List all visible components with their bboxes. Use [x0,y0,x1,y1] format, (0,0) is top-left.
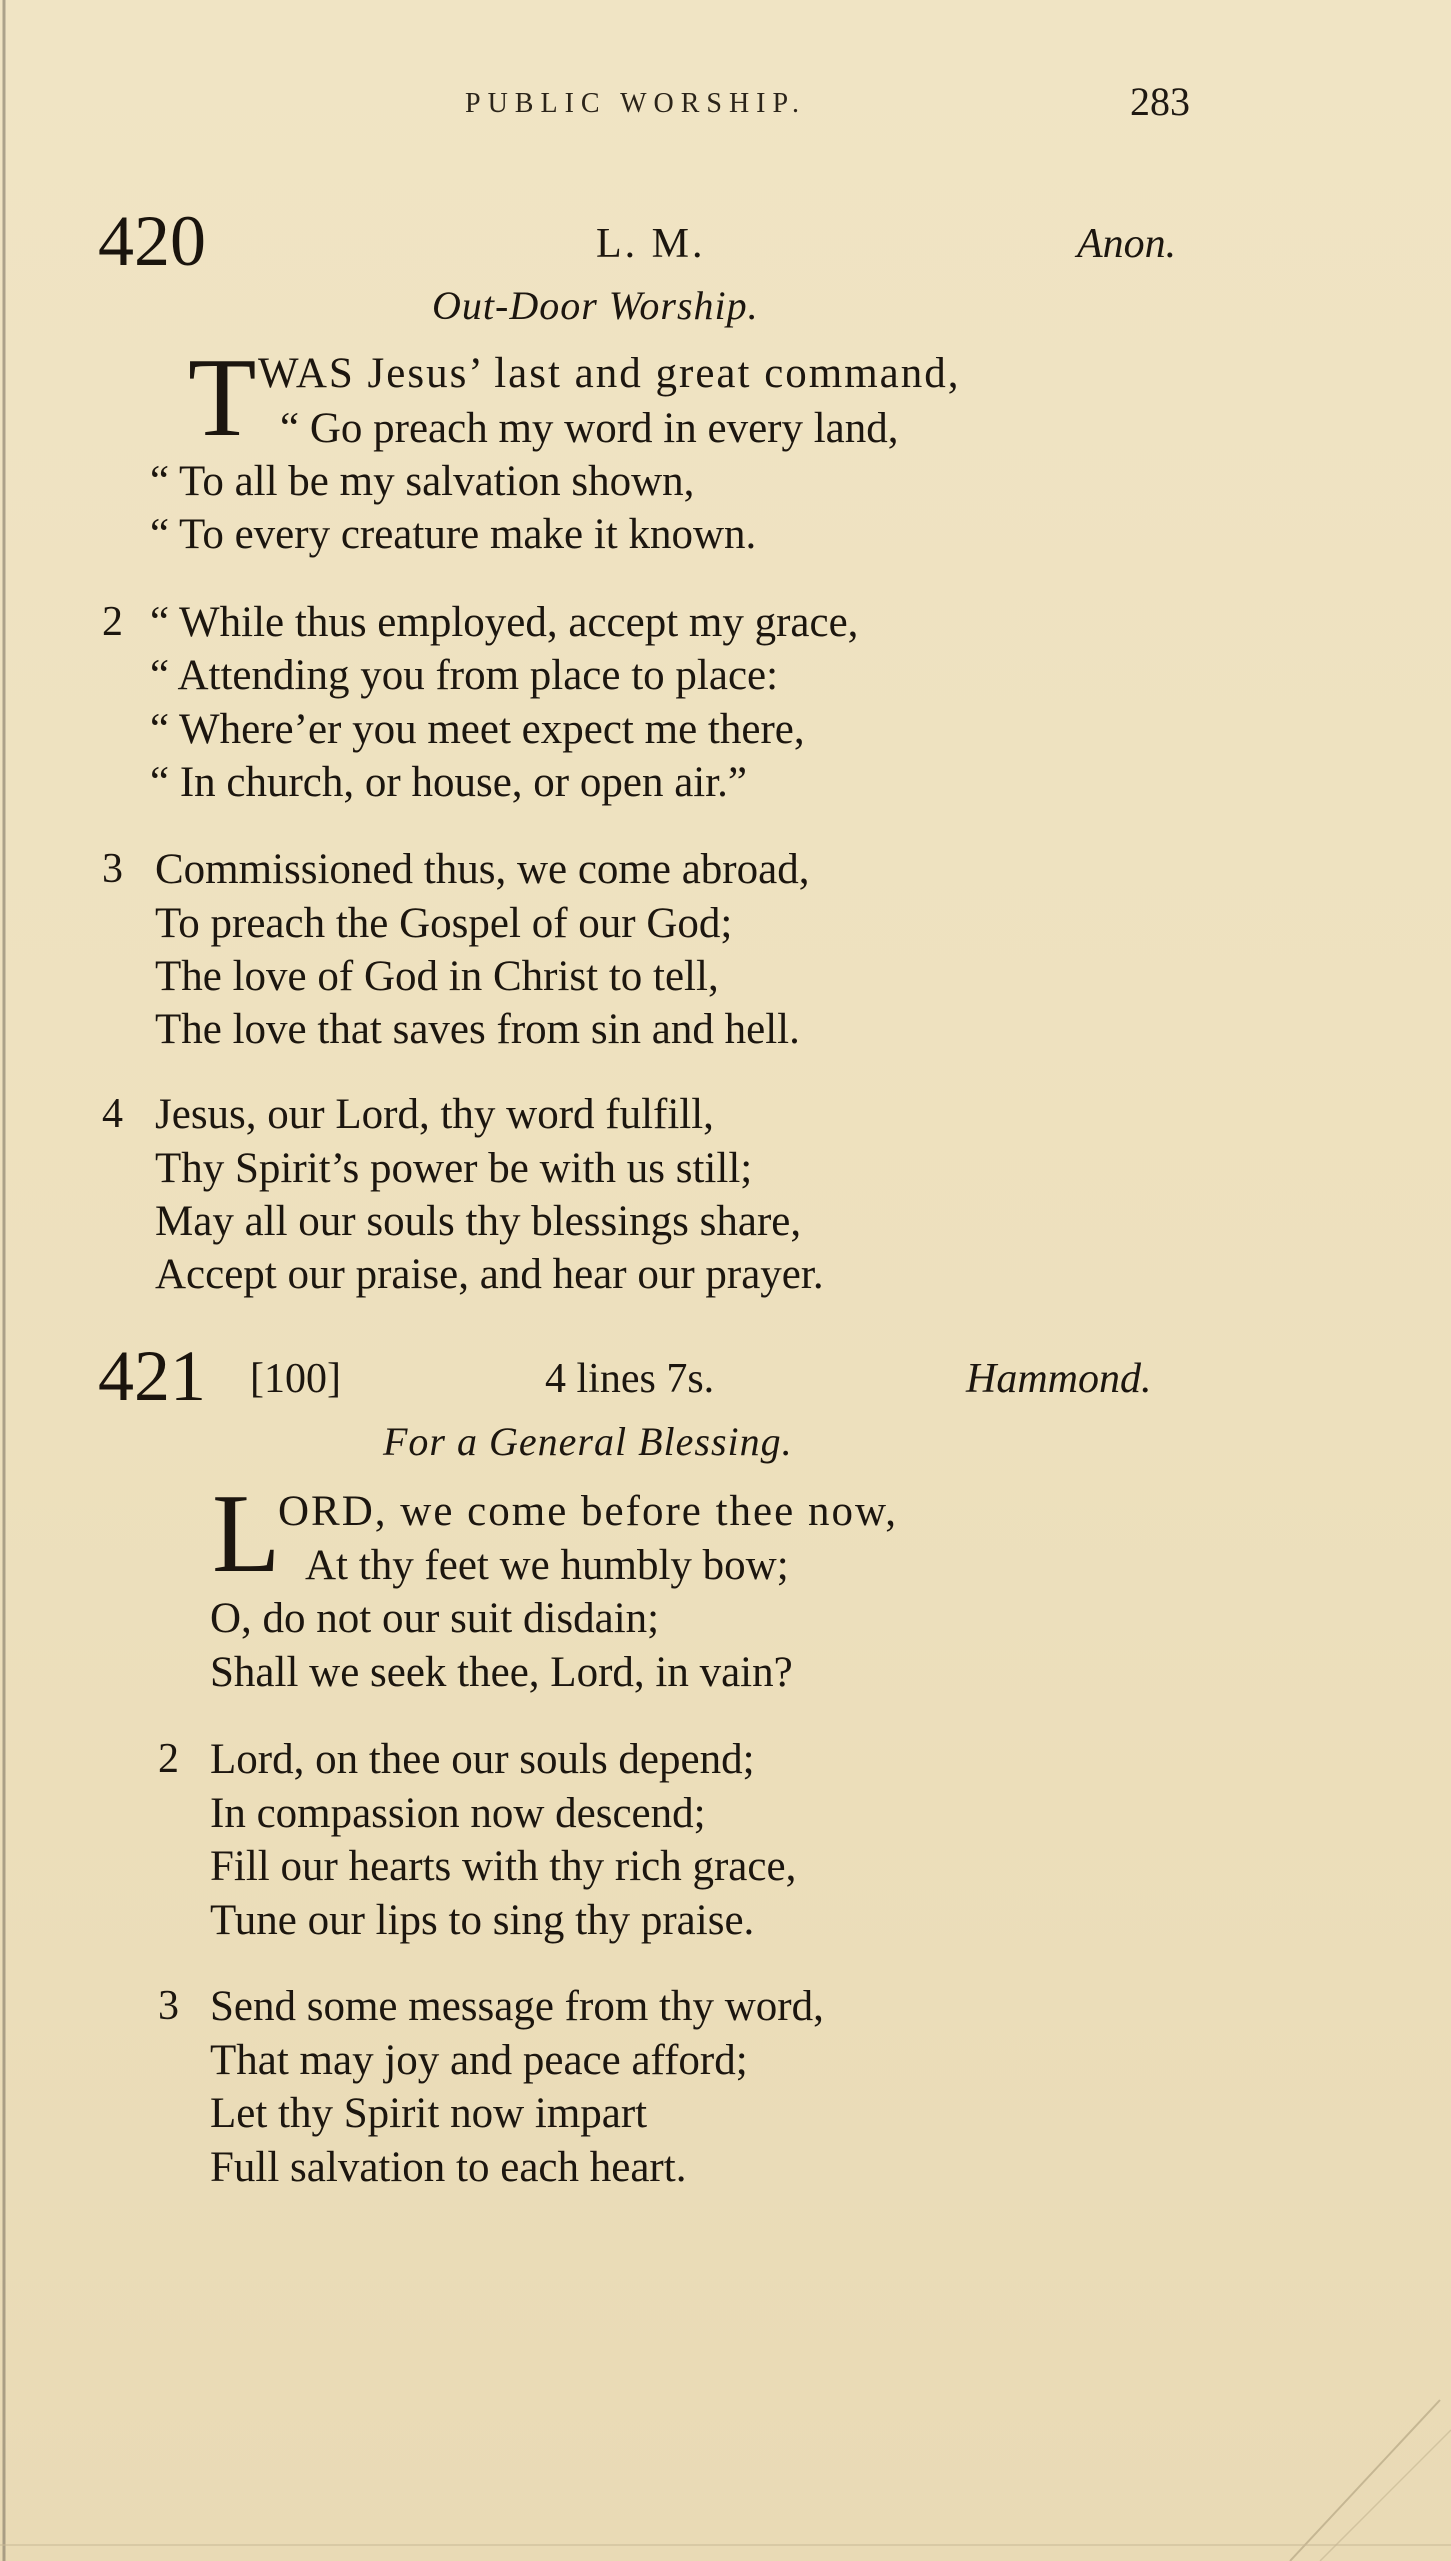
hymn-meter: L. M. [596,221,706,267]
hymn-meter: 4 lines 7s. [545,1356,715,1402]
page-number: 283 [1130,79,1190,124]
hymn-line: Thy Spirit’s power be with us still; [155,1145,753,1192]
hymn-number: 421 [98,1336,206,1416]
hymn-line: O, do not our suit disdain; [210,1595,660,1642]
verse-number: 3 [158,1983,179,2029]
hymn-line: That may joy and peace afford; [210,2037,748,2084]
hymn-line: Fill our hearts with thy rich grace, [210,1843,797,1890]
hymn-reference: [100] [250,1356,341,1402]
hymn-line: ORD, we come before thee now, [278,1488,898,1535]
hymn-line: Tune our lips to sing thy praise. [210,1897,755,1944]
hymn-line: Accept our praise, and hear our prayer. [155,1251,824,1298]
verse-number: 2 [102,599,123,645]
drop-cap: T [188,336,257,460]
hymn-subtitle: For a General Blessing. [383,1419,793,1464]
hymn-line: The love that saves from sin and hell. [155,1006,800,1053]
hymn-line: May all our souls thy blessings share, [155,1198,802,1245]
hymn-number: 420 [98,201,206,281]
hymn-tune: Hammond. [966,1356,1152,1402]
verse-number: 3 [102,846,123,892]
verse-number: 4 [102,1091,123,1137]
hymn-line: Shall we seek thee, Lord, in vain? [210,1649,793,1696]
hymn-line: To preach the Gospel of our God; [155,900,733,947]
hymn-line: “ Go preach my word in every land, [280,405,899,452]
hymn-line: “ In church, or house, or open air.” [150,759,748,806]
hymn-line: Send some message from thy word, [210,1983,824,2030]
hymn-line: Jesus, our Lord, thy word fulfill, [155,1091,714,1138]
running-head: PUBLIC WORSHIP. [465,88,806,119]
hymn-line: Full salvation to each heart. [210,2144,687,2191]
hymn-line: “ While thus employed, accept my grace, [150,599,859,646]
hymn-line: In compassion now descend; [210,1790,706,1837]
hymn-line: Lord, on thee our souls depend; [210,1736,755,1783]
hymn-line: “ Where’er you meet expect me there, [150,706,805,753]
hymn-line: Commissioned thus, we come abroad, [155,846,810,893]
hymn-line: The love of God in Christ to tell, [155,953,719,1000]
hymn-line: “ To all be my salvation shown, [150,458,695,505]
verse-number: 2 [158,1736,179,1782]
drop-cap: L [212,1472,281,1596]
hymn-subtitle: Out-Door Worship. [432,283,759,328]
hymn-line: “ Attending you from place to place: [150,652,779,699]
hymn-tune: Anon. [1077,221,1177,267]
hymn-line: “ To every creature make it known. [150,511,757,558]
hymn-line: Let thy Spirit now impart [210,2090,648,2137]
hymn-line: WAS Jesus’ last and great command, [258,350,961,397]
hymn-line: At thy feet we humbly bow; [305,1542,789,1589]
